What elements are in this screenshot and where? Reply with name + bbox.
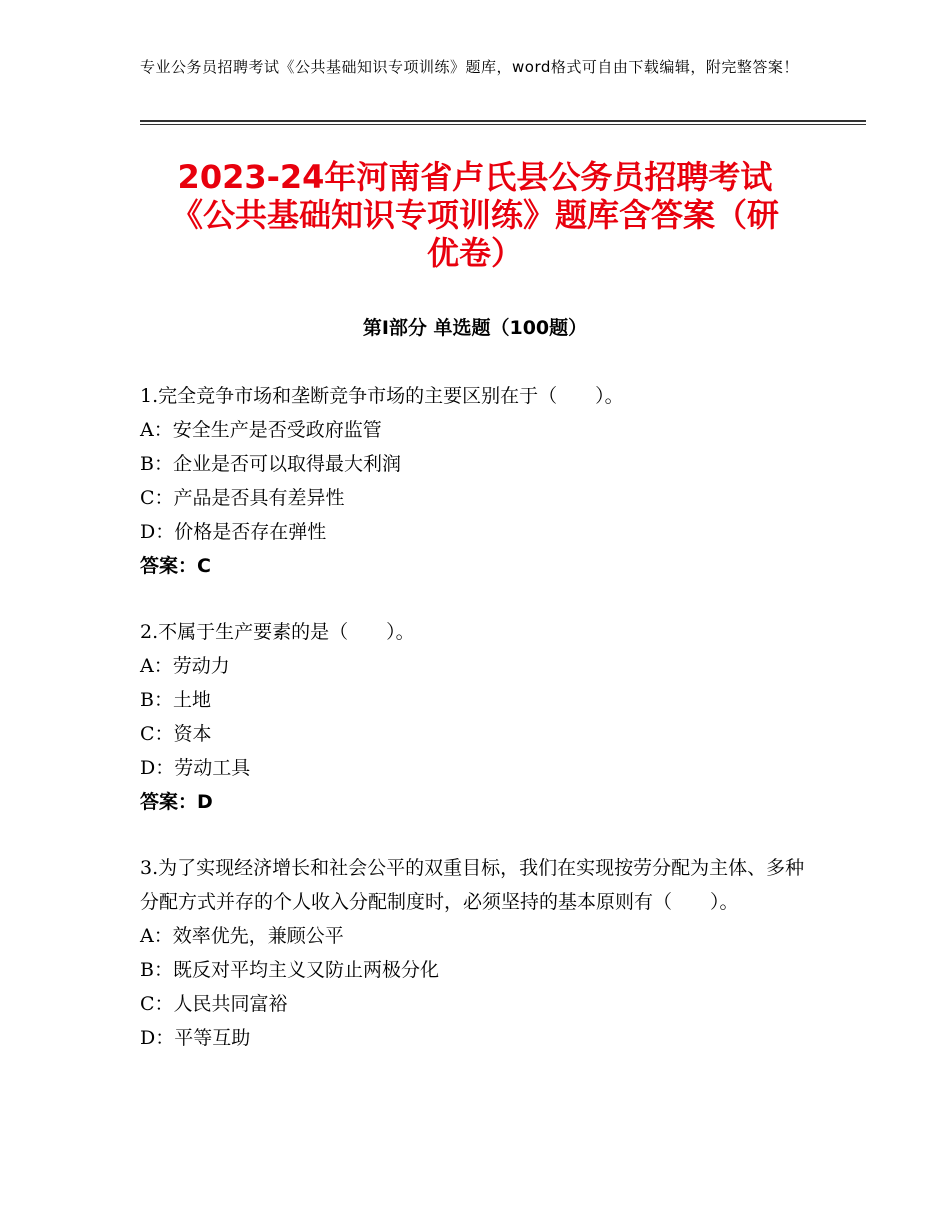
header-divider bbox=[140, 120, 866, 125]
question-2 bbox=[140, 615, 810, 819]
option-d: D：劳动工具 bbox=[140, 757, 251, 779]
option-d: D：平等互助 bbox=[140, 1027, 251, 1049]
option-a: A：安全生产是否受政府监管 bbox=[140, 419, 382, 441]
document-title bbox=[140, 158, 810, 272]
option-c: C：产品是否具有差异性 bbox=[140, 487, 345, 509]
option-c: C：资本 bbox=[140, 723, 212, 745]
question-stem: 2.不属于生产要素的是（ ）。 bbox=[140, 621, 415, 643]
question-1 bbox=[140, 379, 810, 583]
option-b: B：既反对平均主义又防止两极分化 bbox=[140, 959, 439, 981]
question-stem: 3.为了实现经济增长和社会公平的双重目标，我们在实现按劳分配为主体、多种分配方式并存的个人收入分配制度时，必须坚持的基本原则有（ ）。 bbox=[140, 857, 805, 913]
option-d: D：价格是否存在弹性 bbox=[140, 521, 327, 543]
header-note: 专业公务员招聘考试《公共基础知识专项训练》题库，word格式可自由下载编辑，附完整答案！ bbox=[140, 58, 799, 76]
option-b: B：土地 bbox=[140, 689, 211, 711]
document-title-line-1: 2023-24年河南省卢氏县公务员招聘考试 bbox=[177, 158, 773, 196]
option-c: C：人民共同富裕 bbox=[140, 993, 288, 1015]
answer-label: 答案：D bbox=[140, 791, 213, 813]
question-3 bbox=[140, 851, 810, 1055]
document-title-line-2: 《公共基础知识专项训练》题库含答案（研 bbox=[170, 196, 779, 234]
option-b: B：企业是否可以取得最大利润 bbox=[140, 453, 401, 475]
option-a: A：劳动力 bbox=[140, 655, 230, 677]
answer-label: 答案：C bbox=[140, 555, 211, 577]
section-heading: 第Ⅰ部分 单选题（100题） bbox=[362, 317, 588, 339]
question-stem: 1.完全竞争市场和垄断竞争市场的主要区别在于（ ）。 bbox=[140, 385, 624, 407]
option-a: A：效率优先，兼顾公平 bbox=[140, 925, 344, 947]
document-title-line-3: 优卷） bbox=[426, 234, 523, 272]
question-list bbox=[140, 379, 810, 1087]
